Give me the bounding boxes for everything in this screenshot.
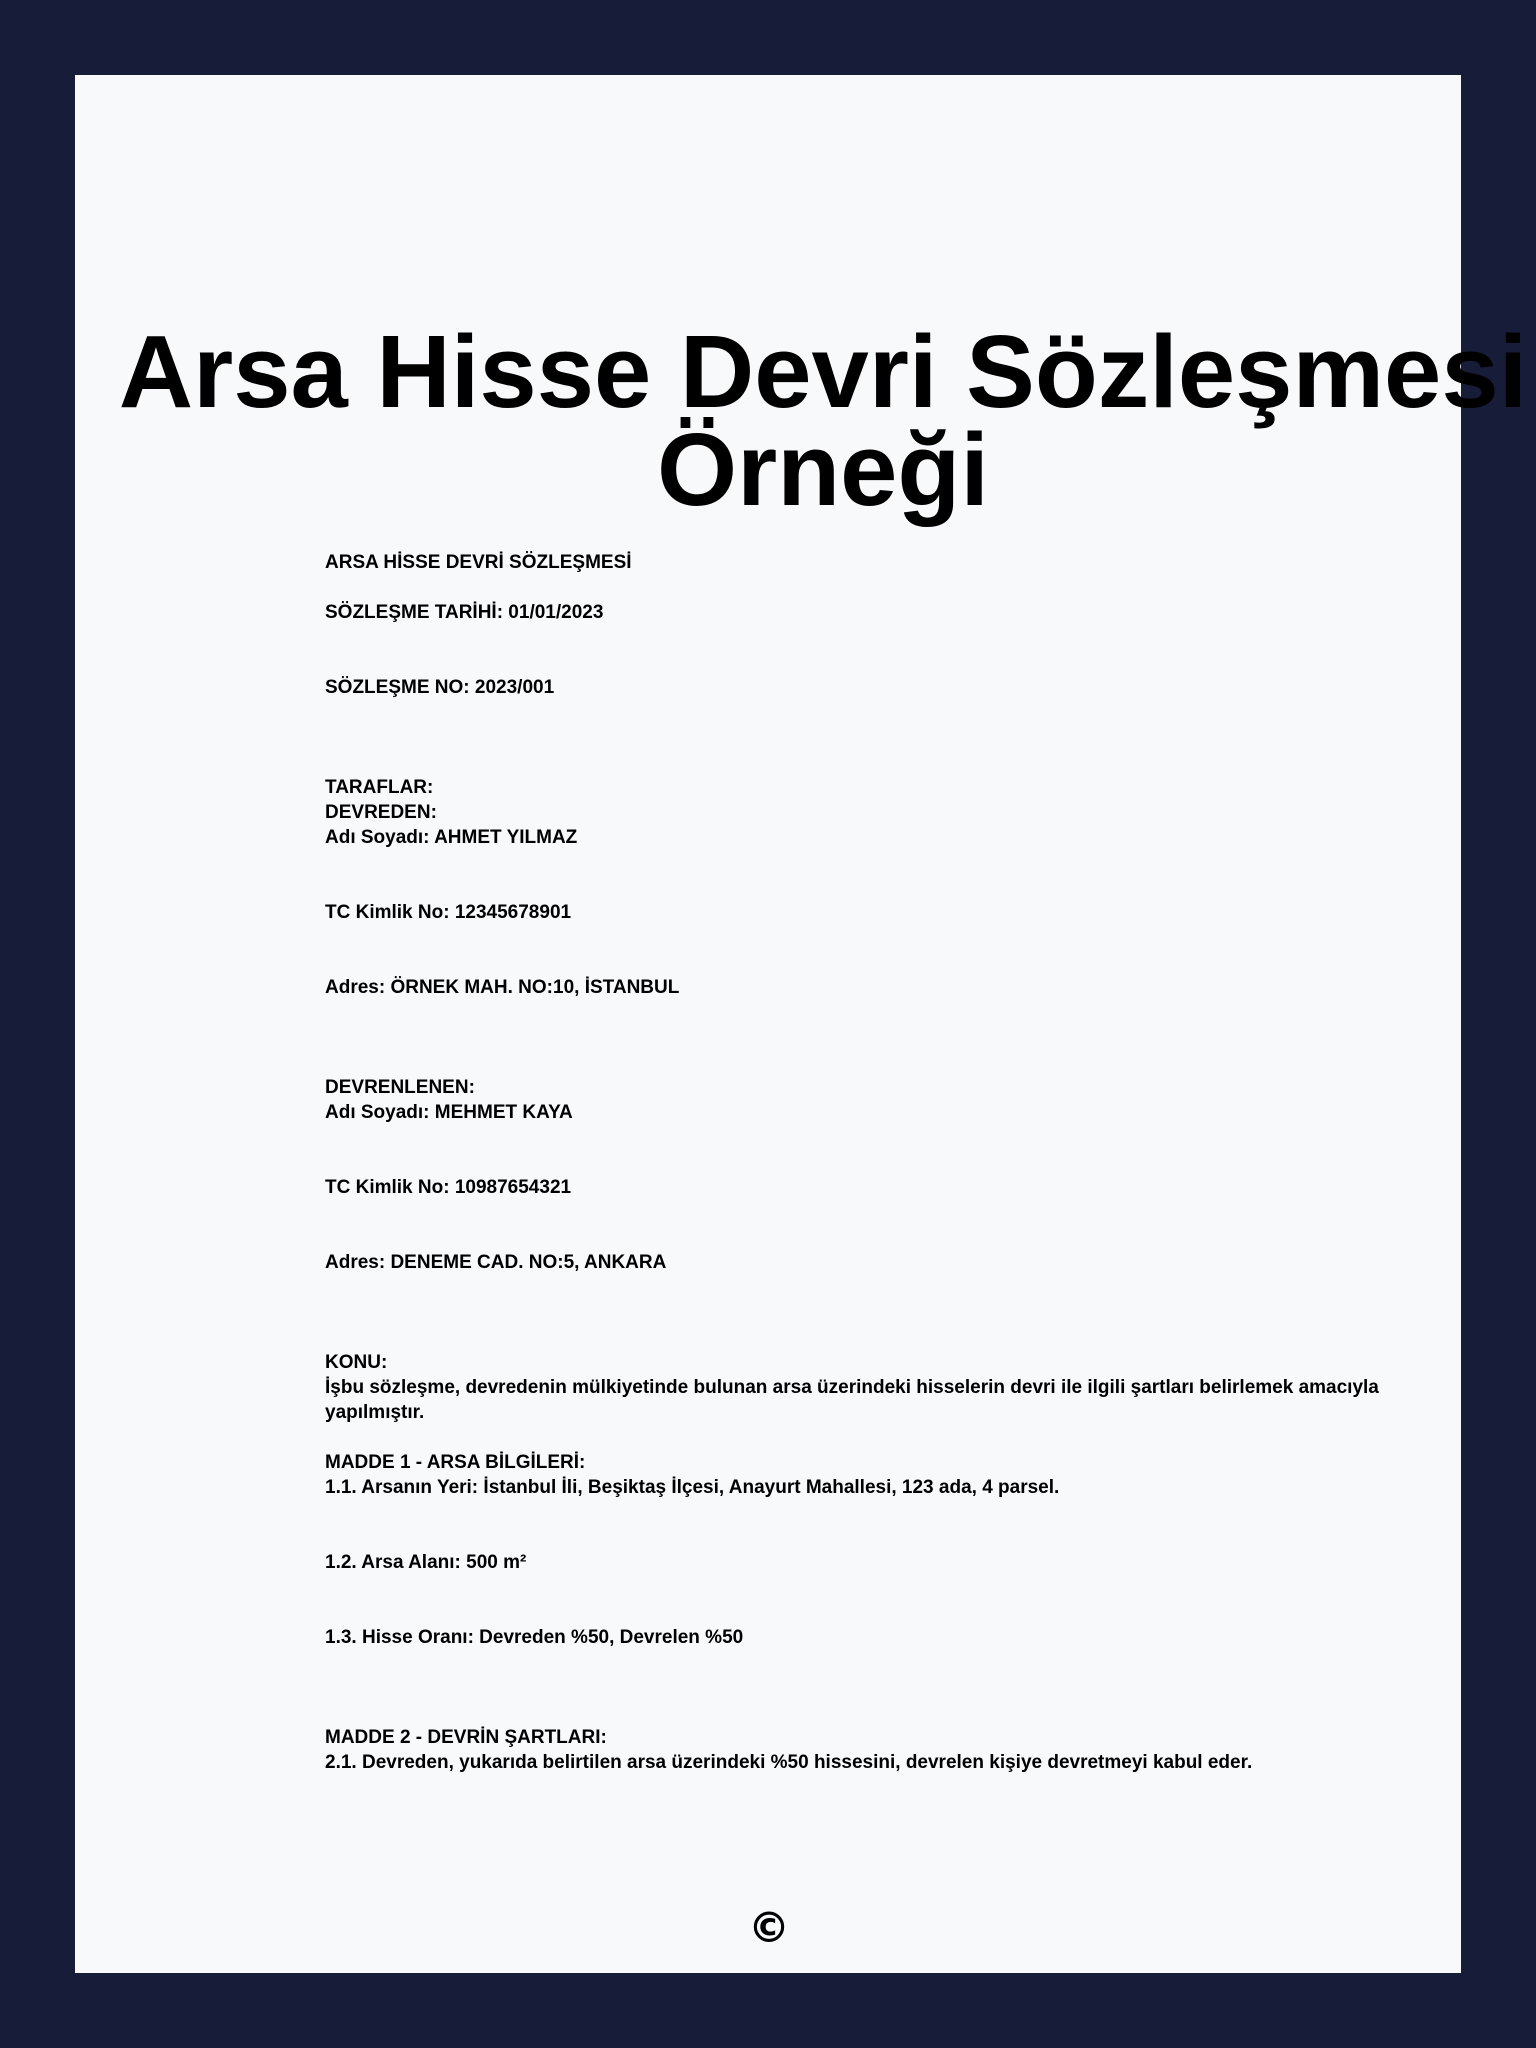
subject-text: İşbu sözleşme, devredenin mülkiyetinde bulunan arsa üzerindeki hisselerin devri ile ilgili şartları belirlemek amacıyla yapılmıştır.	[325, 1377, 1379, 1423]
article-1-label: MADDE 1 - ARSA BİLGİLERİ:	[325, 1452, 586, 1473]
transferor-address: Adres: ÖRNEK MAH. NO:10, İSTANBUL	[325, 977, 680, 998]
transferor-name: Adı Soyadı: AHMET YILMAZ	[325, 827, 578, 848]
article-1-item-3: 1.3. Hisse Oranı: Devreden %50, Devrelen %50	[325, 1627, 744, 1648]
copyright-icon: ©	[748, 1903, 790, 1952]
transferee-name: Adı Soyadı: MEHMET KAYA	[325, 1102, 573, 1123]
transferee-label: DEVRENLENEN:	[325, 1077, 475, 1098]
article-1-item-2: 1.2. Arsa Alanı: 500 m²	[325, 1552, 527, 1573]
contract-heading: ARSA HİSSE DEVRİ SÖZLEŞMESİ	[325, 552, 632, 573]
article-1-item-1: 1.1. Arsanın Yeri: İstanbul İli, Beşiktaş İlçesi, Anayurt Mahallesi, 123 ada, 4 parsel.	[325, 1477, 1060, 1498]
article-2-label: MADDE 2 - DEVRİN ŞARTLARI:	[325, 1727, 607, 1748]
article-2-item-1: 2.1. Devreden, yukarıda belirtilen arsa üzerindeki %50 hissesini, devrelen kişiye devretmeyi kabul eder.	[325, 1752, 1253, 1773]
transferor-tc: TC Kimlik No: 12345678901	[325, 902, 572, 923]
document-page	[75, 75, 1528, 1973]
parties-label: TARAFLAR:	[325, 777, 434, 798]
contract-date: SÖZLEŞME TARİHİ: 01/01/2023	[325, 602, 604, 623]
transferor-label: DEVREDEN:	[325, 802, 437, 823]
transferee-address: Adres: DENEME CAD. NO:5, ANKARA	[325, 1252, 667, 1273]
transferee-tc: TC Kimlik No: 10987654321	[325, 1177, 572, 1198]
page-title: Arsa Hisse Devri Sözleşmesi Örneği	[118, 314, 1528, 527]
contract-number: SÖZLEŞME NO: 2023/001	[325, 677, 555, 698]
subject-label: KONU:	[325, 1352, 388, 1373]
